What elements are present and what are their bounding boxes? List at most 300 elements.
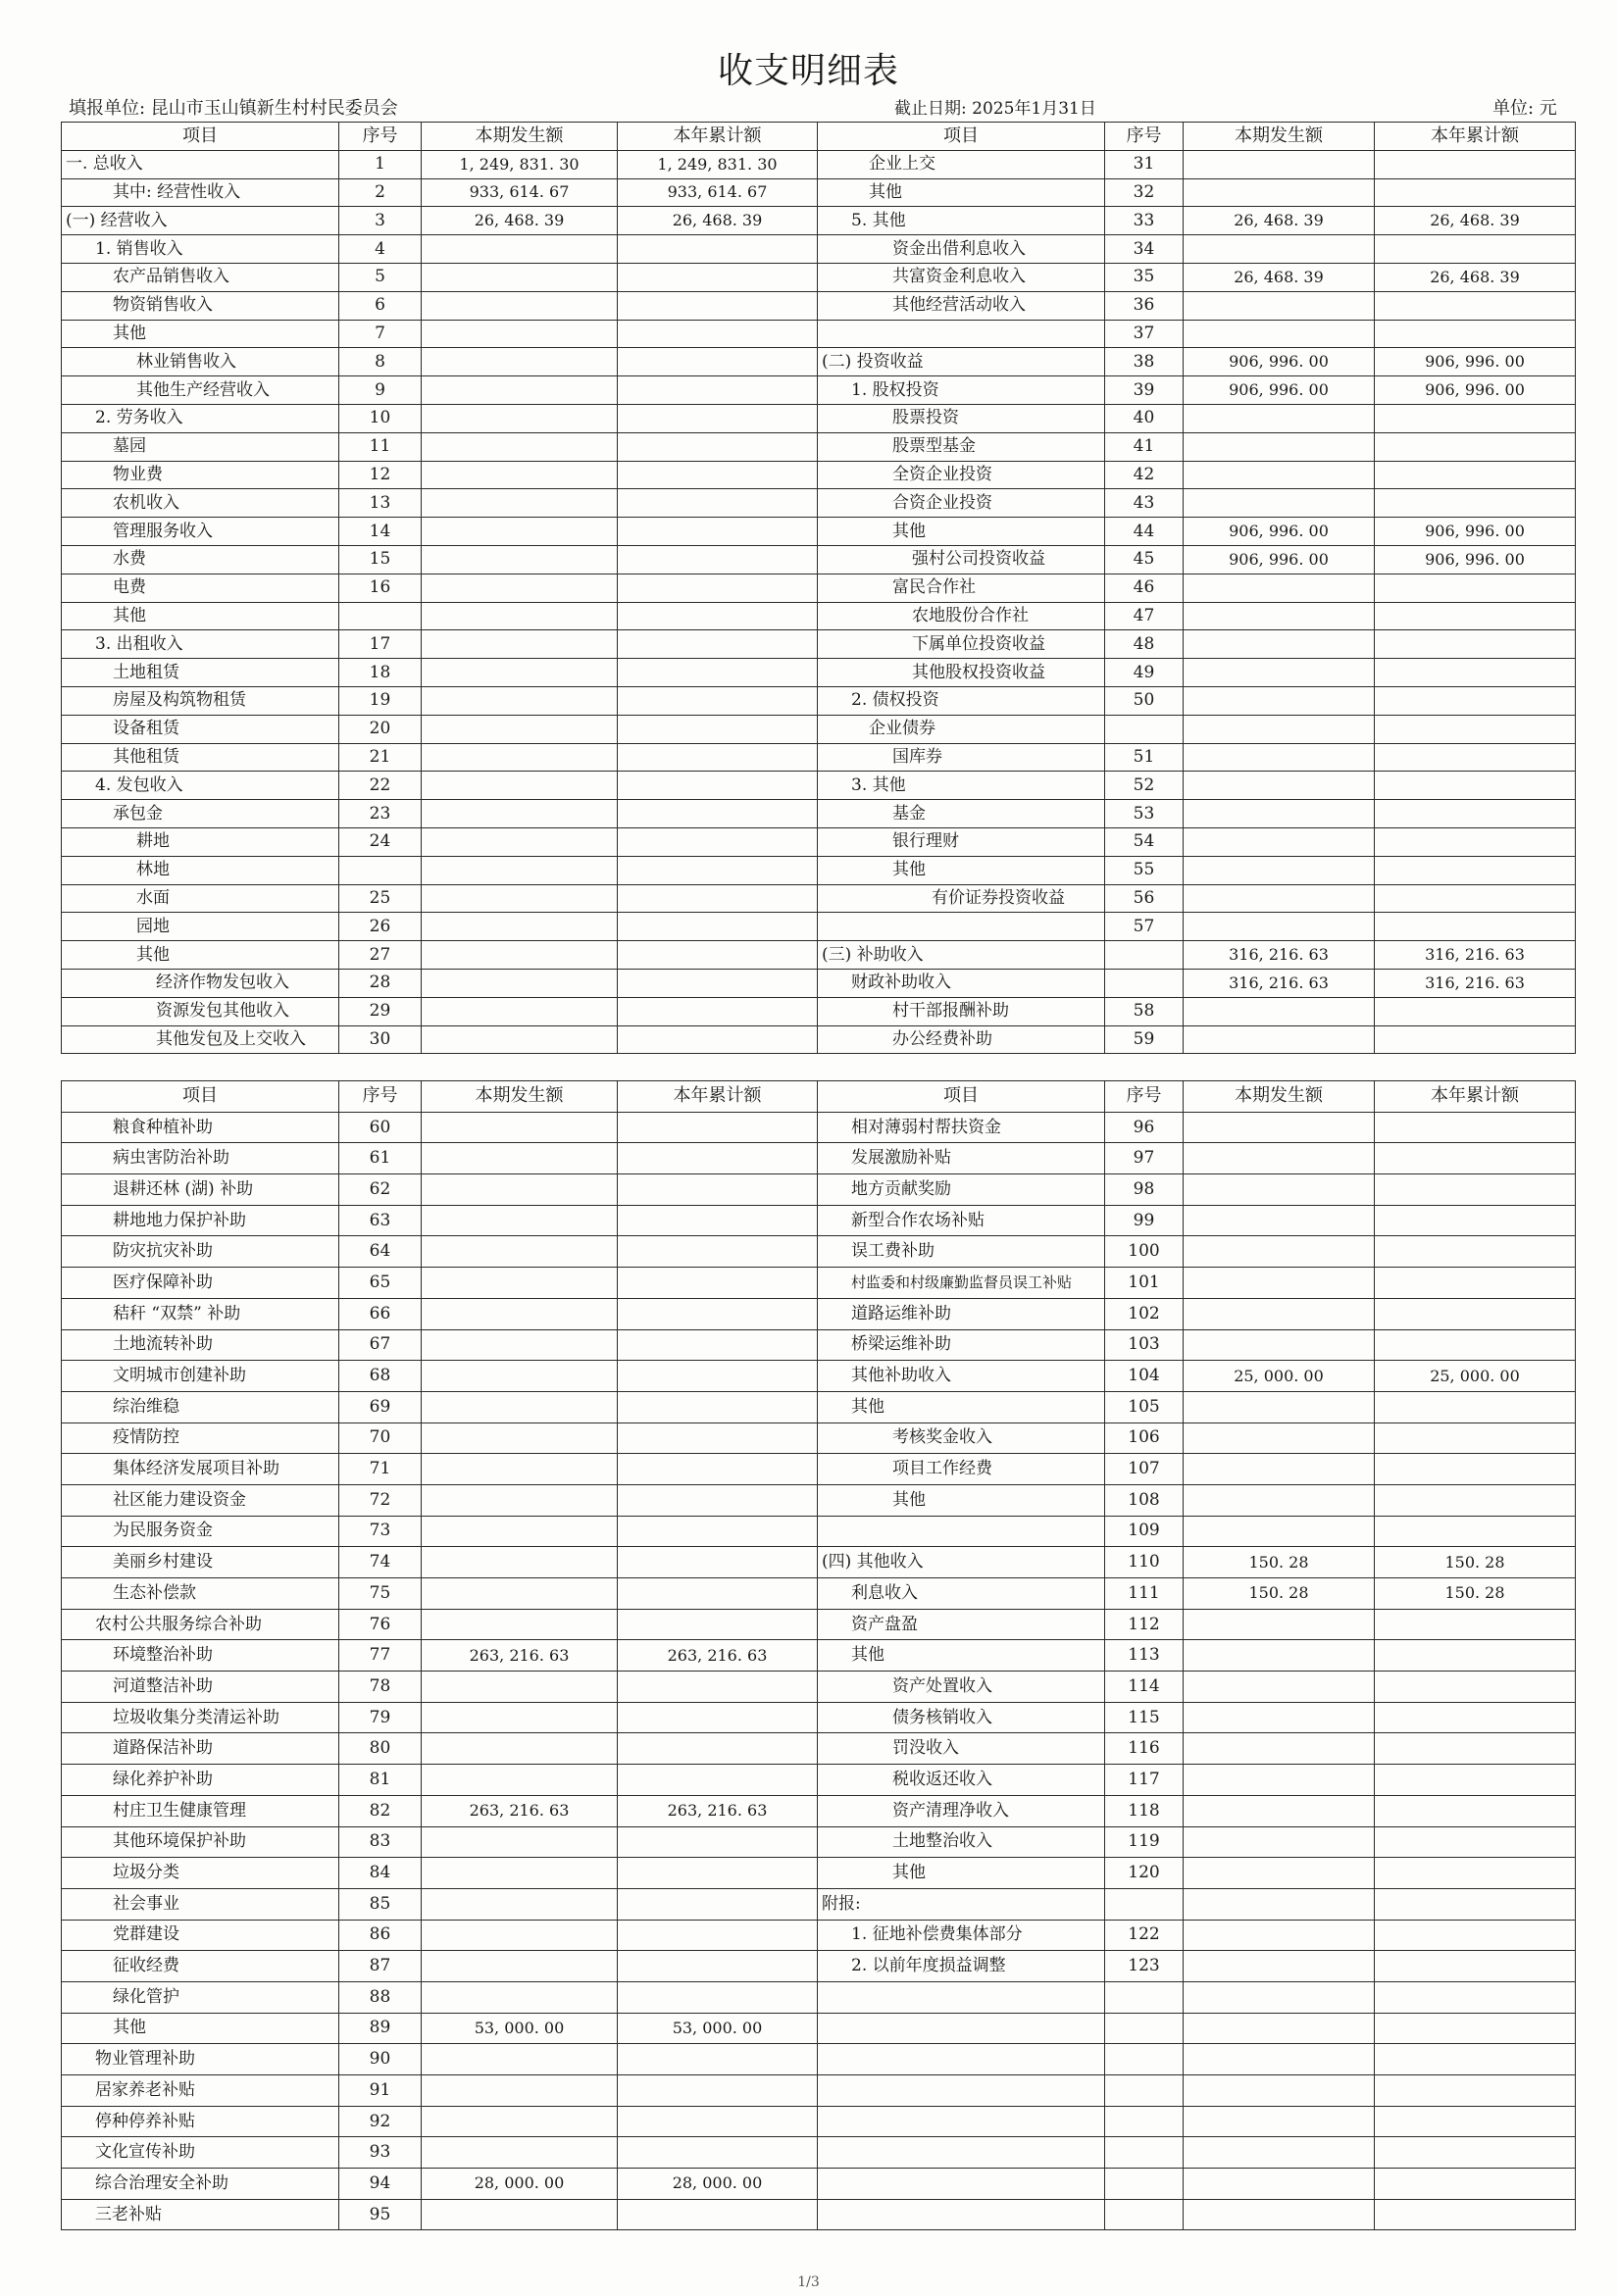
ytd-amount-cell — [1375, 686, 1576, 715]
col-current: 本期发生额 — [422, 1081, 618, 1113]
current-amount-cell — [422, 2075, 618, 2107]
current-amount-cell — [422, 1888, 618, 1920]
current-amount-cell — [422, 1361, 618, 1392]
item-cell: 资产清理净收入 — [818, 1795, 1105, 1826]
item-cell: 土地整治收入 — [818, 1826, 1105, 1858]
ytd-amount-cell — [618, 630, 818, 659]
table-row — [62, 1361, 1576, 1392]
seq-cell: 17 — [339, 630, 422, 659]
current-amount-cell — [422, 1268, 618, 1299]
table-row — [62, 432, 1576, 461]
current-amount-cell: 150. 28 — [1184, 1547, 1375, 1578]
item-cell: 其他发包及上交收入 — [62, 1025, 339, 1054]
table-row — [62, 461, 1576, 489]
item-cell: 2. 以前年度损益调整 — [818, 1951, 1105, 1982]
seq-cell: 86 — [339, 1920, 422, 1951]
table-row — [62, 997, 1576, 1025]
seq-cell: 29 — [339, 997, 422, 1025]
seq-cell: 68 — [339, 1361, 422, 1392]
col-ytd: 本年累计额 — [618, 1081, 818, 1113]
item-cell: 病虫害防治补助 — [62, 1143, 339, 1174]
seq-cell — [1105, 1888, 1184, 1920]
ytd-amount-cell — [1375, 772, 1576, 800]
ytd-amount-cell — [618, 913, 818, 941]
seq-cell: 91 — [339, 2075, 422, 2107]
seq-cell: 98 — [1105, 1174, 1184, 1206]
seq-cell: 70 — [339, 1423, 422, 1454]
income-table-part-2 — [61, 1080, 1576, 2230]
ytd-amount-cell — [1375, 1765, 1576, 1796]
table-row — [62, 376, 1576, 405]
table-row — [62, 545, 1576, 574]
ytd-amount-cell — [618, 432, 818, 461]
table-row — [62, 1547, 1576, 1578]
current-amount-cell — [422, 1981, 618, 2013]
item-cell: 党群建设 — [62, 1920, 339, 1951]
item-cell: 园地 — [62, 913, 339, 941]
item-cell: 居家养老补贴 — [62, 2075, 339, 2107]
item-cell — [818, 2199, 1105, 2230]
ytd-amount-cell — [1375, 1826, 1576, 1858]
ytd-amount-cell — [618, 715, 818, 743]
current-amount-cell — [1184, 1143, 1375, 1174]
table-row — [62, 2137, 1576, 2169]
seq-cell: 84 — [339, 1858, 422, 1889]
table-row — [62, 2044, 1576, 2075]
col-item: 项目 — [62, 123, 339, 151]
table-row — [62, 291, 1576, 320]
ytd-amount-cell — [1375, 2044, 1576, 2075]
ytd-amount-cell — [1375, 1920, 1576, 1951]
item-cell: 1. 股权投资 — [818, 376, 1105, 405]
seq-cell: 2 — [339, 178, 422, 207]
col-current: 本期发生额 — [1184, 1081, 1375, 1113]
current-amount-cell — [1184, 1609, 1375, 1640]
seq-cell — [339, 856, 422, 884]
table-row — [62, 1423, 1576, 1454]
ytd-amount-cell — [618, 1236, 818, 1268]
current-amount-cell: 933, 614. 67 — [422, 178, 618, 207]
seq-cell: 61 — [339, 1143, 422, 1174]
ytd-amount-cell — [618, 320, 818, 348]
table-row — [62, 772, 1576, 800]
ytd-amount-cell — [1375, 1329, 1576, 1361]
ytd-amount-cell: 906, 996. 00 — [1375, 348, 1576, 376]
ytd-amount-cell — [618, 1609, 818, 1640]
table-row — [62, 1920, 1576, 1951]
item-cell: 农村公共服务综合补助 — [62, 1609, 339, 1640]
current-amount-cell — [422, 827, 618, 856]
item-cell: 其他 — [62, 941, 339, 970]
ytd-amount-cell — [1375, 1174, 1576, 1206]
item-cell: 其他 — [818, 1391, 1105, 1423]
current-amount-cell — [422, 376, 618, 405]
item-cell: 林地 — [62, 856, 339, 884]
item-cell: 征收经费 — [62, 1951, 339, 1982]
current-amount-cell — [422, 1516, 618, 1547]
seq-cell: 55 — [1105, 856, 1184, 884]
seq-cell: 30 — [339, 1025, 422, 1054]
ytd-amount-cell — [618, 1025, 818, 1054]
seq-cell: 123 — [1105, 1951, 1184, 1982]
seq-cell: 110 — [1105, 1547, 1184, 1578]
ytd-amount-cell — [618, 1733, 818, 1765]
current-amount-cell — [422, 772, 618, 800]
item-cell: (一) 经营收入 — [62, 207, 339, 235]
ytd-amount-cell — [1375, 1268, 1576, 1299]
ytd-amount-cell — [1375, 1391, 1576, 1423]
ytd-amount-cell: 150. 28 — [1375, 1578, 1576, 1610]
seq-cell: 39 — [1105, 376, 1184, 405]
item-cell: 其他股权投资收益 — [818, 659, 1105, 687]
current-amount-cell — [422, 2199, 618, 2230]
seq-cell: 36 — [1105, 291, 1184, 320]
table-row — [62, 1578, 1576, 1610]
ytd-amount-cell — [1375, 884, 1576, 913]
item-cell: 停种停养补贴 — [62, 2106, 339, 2137]
ytd-amount-cell — [618, 1391, 818, 1423]
ytd-amount-cell — [1375, 1858, 1576, 1889]
col-seq: 序号 — [339, 1081, 422, 1113]
current-amount-cell — [422, 1112, 618, 1143]
current-amount-cell — [1184, 1640, 1375, 1672]
item-cell: 道路运维补助 — [818, 1298, 1105, 1329]
item-cell — [818, 1516, 1105, 1547]
current-amount-cell — [422, 1298, 618, 1329]
item-cell: 其他经营活动收入 — [818, 291, 1105, 320]
current-amount-cell — [1184, 2137, 1375, 2169]
ytd-amount-cell — [618, 1329, 818, 1361]
ytd-amount-cell — [1375, 630, 1576, 659]
seq-cell: 23 — [339, 800, 422, 828]
current-amount-cell — [1184, 150, 1375, 178]
ytd-amount-cell — [1375, 1236, 1576, 1268]
table-row — [62, 489, 1576, 518]
ytd-amount-cell — [1375, 1143, 1576, 1174]
item-cell: 水面 — [62, 884, 339, 913]
table-row — [62, 1143, 1576, 1174]
seq-cell: 66 — [339, 1298, 422, 1329]
table-row — [62, 630, 1576, 659]
current-amount-cell — [1184, 178, 1375, 207]
item-cell: 债务核销收入 — [818, 1702, 1105, 1733]
item-cell: 土地租赁 — [62, 659, 339, 687]
seq-cell: 90 — [339, 2044, 422, 2075]
ytd-amount-cell — [618, 884, 818, 913]
item-cell: 文化宣传补助 — [62, 2137, 339, 2169]
current-amount-cell — [422, 1733, 618, 1765]
seq-cell: 103 — [1105, 1329, 1184, 1361]
item-cell: 1. 销售收入 — [62, 235, 339, 264]
ytd-amount-cell — [618, 1516, 818, 1547]
seq-cell: 112 — [1105, 1609, 1184, 1640]
current-amount-cell — [422, 2044, 618, 2075]
item-cell: 全资企业投资 — [818, 461, 1105, 489]
col-current: 本期发生额 — [1184, 123, 1375, 151]
seq-cell — [1105, 2137, 1184, 2169]
current-amount-cell — [422, 997, 618, 1025]
current-amount-cell — [422, 1391, 618, 1423]
ytd-amount-cell: 316, 216. 63 — [1375, 941, 1576, 970]
current-amount-cell — [422, 743, 618, 772]
seq-cell: 58 — [1105, 997, 1184, 1025]
item-cell: 其他 — [818, 1484, 1105, 1516]
table-row — [62, 1826, 1576, 1858]
current-amount-cell — [1184, 2199, 1375, 2230]
seq-cell: 94 — [339, 2169, 422, 2200]
seq-cell — [1105, 1981, 1184, 2013]
current-amount-cell — [1184, 235, 1375, 264]
current-amount-cell — [1184, 574, 1375, 602]
seq-cell: 50 — [1105, 686, 1184, 715]
seq-cell — [1105, 941, 1184, 970]
ytd-amount-cell — [1375, 1702, 1576, 1733]
current-amount-cell — [422, 2106, 618, 2137]
ytd-amount-cell — [618, 545, 818, 574]
seq-cell: 41 — [1105, 432, 1184, 461]
seq-cell — [1105, 2169, 1184, 2200]
current-amount-cell — [1184, 1329, 1375, 1361]
seq-cell: 78 — [339, 1672, 422, 1703]
ytd-amount-cell — [618, 2199, 818, 2230]
ytd-amount-cell — [1375, 461, 1576, 489]
ytd-amount-cell — [618, 1826, 818, 1858]
item-cell: 秸秆 “双禁” 补助 — [62, 1298, 339, 1329]
ytd-amount-cell — [1375, 1951, 1576, 1982]
table-row — [62, 827, 1576, 856]
ytd-amount-cell — [1375, 997, 1576, 1025]
current-amount-cell — [422, 1423, 618, 1454]
ytd-amount-cell — [1375, 1025, 1576, 1054]
item-cell: 其他生产经营收入 — [62, 376, 339, 405]
seq-cell — [1105, 2075, 1184, 2107]
current-amount-cell — [422, 659, 618, 687]
table-row — [62, 2013, 1576, 2044]
table-row — [62, 518, 1576, 546]
current-amount-cell: 25, 000. 00 — [1184, 1361, 1375, 1392]
item-cell: 其他 — [818, 518, 1105, 546]
seq-cell: 27 — [339, 941, 422, 970]
seq-cell: 1 — [339, 150, 422, 178]
item-cell: 美丽乡村建设 — [62, 1547, 339, 1578]
ytd-amount-cell — [1375, 1733, 1576, 1765]
seq-cell: 89 — [339, 2013, 422, 2044]
current-amount-cell — [422, 1174, 618, 1206]
item-cell — [818, 2044, 1105, 2075]
ytd-amount-cell — [1375, 659, 1576, 687]
current-amount-cell — [422, 1702, 618, 1733]
item-cell: 退耕还林 (湖) 补助 — [62, 1174, 339, 1206]
ytd-amount-cell — [1375, 1484, 1576, 1516]
current-amount-cell — [422, 348, 618, 376]
ytd-amount-cell — [618, 1484, 818, 1516]
seq-cell: 65 — [339, 1268, 422, 1299]
seq-cell: 92 — [339, 2106, 422, 2137]
table-row — [62, 1702, 1576, 1733]
seq-cell: 64 — [339, 1236, 422, 1268]
col-seq: 序号 — [339, 123, 422, 151]
col-item: 项目 — [818, 123, 1105, 151]
seq-cell: 10 — [339, 404, 422, 432]
current-amount-cell — [1184, 997, 1375, 1025]
seq-cell: 44 — [1105, 518, 1184, 546]
item-cell — [818, 2013, 1105, 2044]
current-amount-cell: 316, 216. 63 — [1184, 969, 1375, 997]
item-cell — [818, 2137, 1105, 2169]
seq-cell — [1105, 715, 1184, 743]
ytd-amount-cell — [1375, 574, 1576, 602]
current-amount-cell: 906, 996. 00 — [1184, 376, 1375, 405]
table-row — [62, 659, 1576, 687]
table-row — [62, 1268, 1576, 1299]
current-amount-cell — [422, 800, 618, 828]
current-amount-cell — [1184, 2169, 1375, 2200]
table-row — [62, 1174, 1576, 1206]
item-cell — [818, 2075, 1105, 2107]
current-amount-cell — [422, 1858, 618, 1889]
seq-cell: 8 — [339, 348, 422, 376]
ytd-amount-cell — [1375, 1298, 1576, 1329]
item-cell: 粮食种植补助 — [62, 1112, 339, 1143]
current-amount-cell — [422, 1951, 618, 1982]
seq-cell: 87 — [339, 1951, 422, 1982]
current-amount-cell — [1184, 630, 1375, 659]
item-cell: 考核奖金收入 — [818, 1423, 1105, 1454]
item-cell: 2. 债权投资 — [818, 686, 1105, 715]
seq-cell: 72 — [339, 1484, 422, 1516]
table-row — [62, 1298, 1576, 1329]
table-row — [62, 884, 1576, 913]
table-row — [62, 1516, 1576, 1547]
seq-cell: 117 — [1105, 1765, 1184, 1796]
seq-cell: 100 — [1105, 1236, 1184, 1268]
current-amount-cell: 53, 000. 00 — [422, 2013, 618, 2044]
ytd-amount-cell — [618, 1112, 818, 1143]
seq-cell: 24 — [339, 827, 422, 856]
ytd-amount-cell — [618, 263, 818, 291]
ytd-amount-cell: 53, 000. 00 — [618, 2013, 818, 2044]
current-amount-cell — [1184, 884, 1375, 913]
ytd-amount-cell — [1375, 178, 1576, 207]
table-row — [62, 1609, 1576, 1640]
ytd-amount-cell — [1375, 1205, 1576, 1236]
table-row — [62, 2169, 1576, 2200]
current-amount-cell — [1184, 1981, 1375, 2013]
ytd-amount-cell — [618, 1765, 818, 1796]
seq-cell: 15 — [339, 545, 422, 574]
ytd-amount-cell — [618, 489, 818, 518]
ytd-amount-cell — [618, 1858, 818, 1889]
seq-cell: 43 — [1105, 489, 1184, 518]
seq-cell: 25 — [339, 884, 422, 913]
seq-cell: 95 — [339, 2199, 422, 2230]
seq-cell: 93 — [339, 2137, 422, 2169]
item-cell: 垃圾分类 — [62, 1858, 339, 1889]
current-amount-cell: 26, 468. 39 — [1184, 207, 1375, 235]
item-cell: 资产盘盈 — [818, 1609, 1105, 1640]
table-row — [62, 178, 1576, 207]
current-amount-cell — [1184, 1733, 1375, 1765]
current-amount-cell — [422, 1826, 618, 1858]
col-ytd: 本年累计额 — [1375, 123, 1576, 151]
ytd-amount-cell — [618, 856, 818, 884]
table-row — [62, 207, 1576, 235]
table-row — [62, 2106, 1576, 2137]
seq-cell: 21 — [339, 743, 422, 772]
item-cell: 农产品销售收入 — [62, 263, 339, 291]
item-cell: 财政补助收入 — [818, 969, 1105, 997]
item-cell: 物业管理补助 — [62, 2044, 339, 2075]
ytd-amount-cell — [618, 1268, 818, 1299]
seq-cell: 3 — [339, 207, 422, 235]
seq-cell: 120 — [1105, 1858, 1184, 1889]
current-amount-cell — [1184, 1174, 1375, 1206]
ytd-amount-cell — [618, 743, 818, 772]
current-amount-cell — [422, 1672, 618, 1703]
current-amount-cell — [422, 1765, 618, 1796]
current-amount-cell — [422, 884, 618, 913]
seq-cell — [1105, 2044, 1184, 2075]
current-amount-cell — [422, 1484, 618, 1516]
seq-cell: 85 — [339, 1888, 422, 1920]
item-cell: 地方贡献奖励 — [818, 1174, 1105, 1206]
current-amount-cell: 906, 996. 00 — [1184, 545, 1375, 574]
item-cell: 税收返还收入 — [818, 1765, 1105, 1796]
current-amount-cell — [422, 574, 618, 602]
current-amount-cell — [1184, 291, 1375, 320]
seq-cell: 46 — [1105, 574, 1184, 602]
table-row — [62, 150, 1576, 178]
current-amount-cell: 906, 996. 00 — [1184, 348, 1375, 376]
item-cell: 墓园 — [62, 432, 339, 461]
item-cell: 河道整洁补助 — [62, 1672, 339, 1703]
current-amount-cell — [1184, 715, 1375, 743]
item-cell: 强村公司投资收益 — [818, 545, 1105, 574]
item-cell: 其中: 经营性收入 — [62, 178, 339, 207]
item-cell: 防灾抗灾补助 — [62, 1236, 339, 1268]
item-cell: 设备租赁 — [62, 715, 339, 743]
item-cell: (二) 投资收益 — [818, 348, 1105, 376]
ytd-amount-cell — [618, 1205, 818, 1236]
current-amount-cell — [422, 461, 618, 489]
ytd-amount-cell — [618, 376, 818, 405]
table-row — [62, 320, 1576, 348]
item-cell: 耕地 — [62, 827, 339, 856]
deadline-date: 截止日期: 2025年1月31日 — [894, 99, 1096, 119]
current-amount-cell — [1184, 461, 1375, 489]
seq-cell: 96 — [1105, 1112, 1184, 1143]
current-amount-cell — [1184, 1765, 1375, 1796]
col-ytd: 本年累计额 — [618, 123, 818, 151]
seq-cell: 76 — [339, 1609, 422, 1640]
current-amount-cell — [422, 404, 618, 432]
seq-cell: 81 — [339, 1765, 422, 1796]
ytd-amount-cell — [1375, 1112, 1576, 1143]
ytd-amount-cell — [618, 941, 818, 970]
item-cell: 集体经济发展项目补助 — [62, 1454, 339, 1485]
item-cell: 其他 — [62, 2013, 339, 2044]
seq-cell: 51 — [1105, 743, 1184, 772]
seq-cell — [1105, 2106, 1184, 2137]
table-row — [62, 1329, 1576, 1361]
table-row — [62, 2199, 1576, 2230]
ytd-amount-cell: 263, 216. 63 — [618, 1795, 818, 1826]
ytd-amount-cell — [1375, 1516, 1576, 1547]
item-cell: 村干部报酬补助 — [818, 997, 1105, 1025]
table-row — [62, 1236, 1576, 1268]
ytd-amount-cell — [618, 1361, 818, 1392]
item-cell: 其他 — [818, 178, 1105, 207]
